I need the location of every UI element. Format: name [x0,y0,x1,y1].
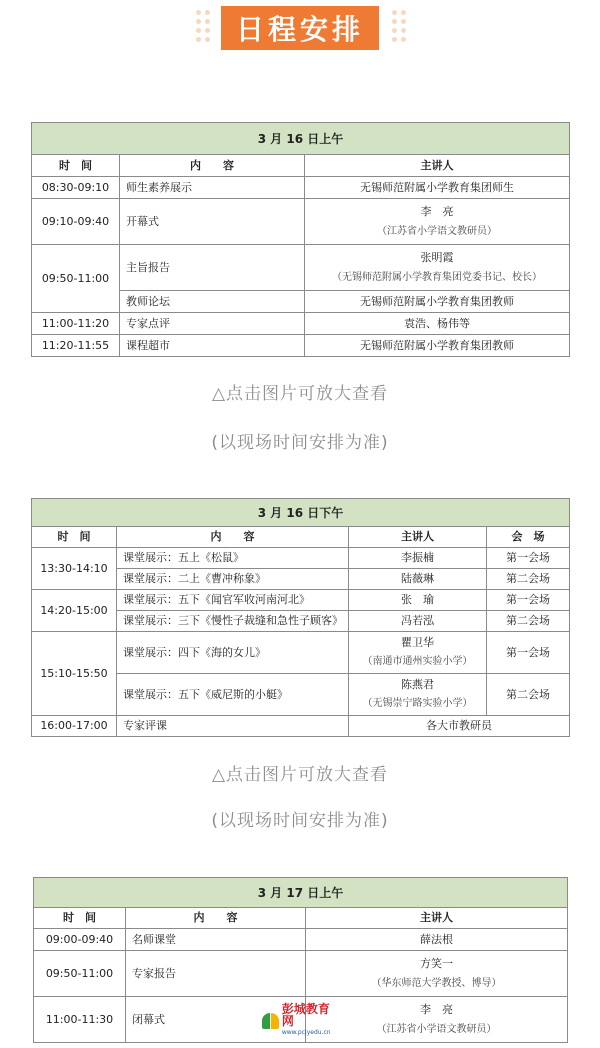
speaker-affiliation: （江苏省小学语文教研员） [376,1023,497,1035]
speaker-cell: 无锡师范附属小学教育集团教师 [305,291,570,313]
table-row [34,951,568,997]
speaker-cell [349,632,487,674]
speaker-cell: 无锡师范附属小学教育集团师生 [305,177,570,199]
watermark-url: www.pcjyedu.cn [281,1029,331,1036]
content-cell: 课堂展示：五下《闻官军收河南河北》 [117,590,349,611]
watermark-name: 彭城教育网 [281,1002,330,1028]
table-row [32,716,570,737]
speaker-cell: 张 瑜 [349,590,487,611]
column-header-time: 时 间 [32,527,117,548]
speaker-name: 张明霞 [420,250,454,264]
speaker-cell [306,951,568,997]
speaker-affiliation: （华东师范大学教授、博导） [371,977,502,989]
site-watermark-logo [262,1002,338,1036]
column-header-time: 时 间 [34,908,126,929]
speaker-name: 陈燕君 [401,678,434,691]
table-row [32,335,570,357]
schedule-disclaimer: (以现场时间安排为准) [211,811,389,831]
speaker-affiliation: （江苏省小学语文教研员） [377,225,497,237]
time-cell: 09:00-09:40 [34,929,126,951]
column-header-content: 内 容 [126,908,306,929]
table-row [32,177,570,199]
venue-cell: 第二会场 [487,569,570,590]
speaker-cell: 各大市教研员 [349,716,570,737]
schedule-table-mar16-am[interactable] [31,122,570,357]
venue-cell: 第一会场 [487,632,570,674]
schedule-disclaimer: (以现场时间安排为准) [211,433,389,453]
zoom-hint: △点击图片可放大查看 [211,765,389,785]
time-cell: 16:00-17:00 [32,716,117,737]
column-header-speaker: 主讲人 [349,527,487,548]
speaker-affiliation: （南通市通州实验小学） [362,656,473,667]
table-row [32,245,570,291]
content-cell: 课堂展示：五下《威尼斯的小艇》 [117,674,349,716]
speaker-cell: 冯若泓 [349,611,487,632]
table-row [32,313,570,335]
speaker-name: 方笑一 [420,956,453,970]
table-row [34,929,568,951]
content-cell: 开幕式 [120,199,305,245]
table-row [32,548,570,569]
table-row [32,632,570,674]
content-cell: 主旨报告 [120,245,305,291]
speaker-name: 李 亮 [420,204,454,218]
time-cell: 11:00-11:30 [34,997,126,1043]
time-cell: 09:10-09:40 [32,199,120,245]
speaker-name: 李 亮 [420,1002,453,1016]
book-icon [262,1013,279,1029]
content-cell: 闭幕式 [126,997,306,1043]
speaker-cell: 陆薇琳 [349,569,487,590]
time-cell: 13:30-14:10 [32,548,117,590]
speaker-cell: 无锡师范附属小学教育集团教师 [305,335,570,357]
time-cell: 11:20-11:55 [32,335,120,357]
decorative-dots-left [196,10,218,52]
speaker-cell: 李振楠 [349,548,487,569]
column-header-content: 内 容 [117,527,349,548]
speaker-cell: 袁浩、杨伟等 [305,313,570,335]
time-cell: 09:50-11:00 [34,951,126,997]
content-cell: 专家点评 [120,313,305,335]
column-header-venue: 会 场 [487,527,570,548]
table-row [32,199,570,245]
table-title: 3 月 17 日上午 [34,878,568,908]
time-cell: 09:50-11:00 [32,245,120,313]
page-title: 日程安排 [221,6,379,50]
content-cell: 专家报告 [126,951,306,997]
speaker-cell: 薛法根 [306,929,568,951]
column-header-speaker: 主讲人 [306,908,568,929]
content-cell: 课堂展示：四下《海的女儿》 [117,632,349,674]
venue-cell: 第二会场 [487,674,570,716]
content-cell: 课堂展示：二上《曹冲称象》 [117,569,349,590]
column-header-time: 时 间 [32,155,120,177]
speaker-affiliation: （无锡师范附属小学教育集团党委书记、校长） [332,271,542,283]
speaker-cell [305,199,570,245]
table-title: 3 月 16 日下午 [32,499,570,527]
table-title: 3 月 16 日上午 [32,123,570,155]
venue-cell: 第一会场 [487,548,570,569]
content-cell: 教师论坛 [120,291,305,313]
content-cell: 专家评课 [117,716,349,737]
speaker-name: 瞿卫华 [401,636,434,649]
speaker-cell [305,245,570,291]
content-cell: 名师课堂 [126,929,306,951]
content-cell: 师生素养展示 [120,177,305,199]
time-cell: 11:00-11:20 [32,313,120,335]
time-cell: 08:30-09:10 [32,177,120,199]
speaker-cell [306,997,568,1043]
decorative-dots-right [392,10,414,52]
content-cell: 课程超市 [120,335,305,357]
schedule-table-mar16-pm[interactable] [31,498,570,737]
zoom-hint: △点击图片可放大查看 [211,384,389,404]
venue-cell: 第一会场 [487,590,570,611]
speaker-cell [349,674,487,716]
venue-cell: 第二会场 [487,611,570,632]
content-cell: 课堂展示：三下《慢性子裁缝和急性子顾客》 [117,611,349,632]
time-cell: 15:10-15:50 [32,632,117,716]
content-cell: 课堂展示：五上《松鼠》 [117,548,349,569]
column-header-speaker: 主讲人 [305,155,570,177]
table-row [32,590,570,611]
time-cell: 14:20-15:00 [32,590,117,632]
speaker-affiliation: （无锡崇宁路实验小学） [362,698,473,709]
column-header-content: 内 容 [120,155,305,177]
